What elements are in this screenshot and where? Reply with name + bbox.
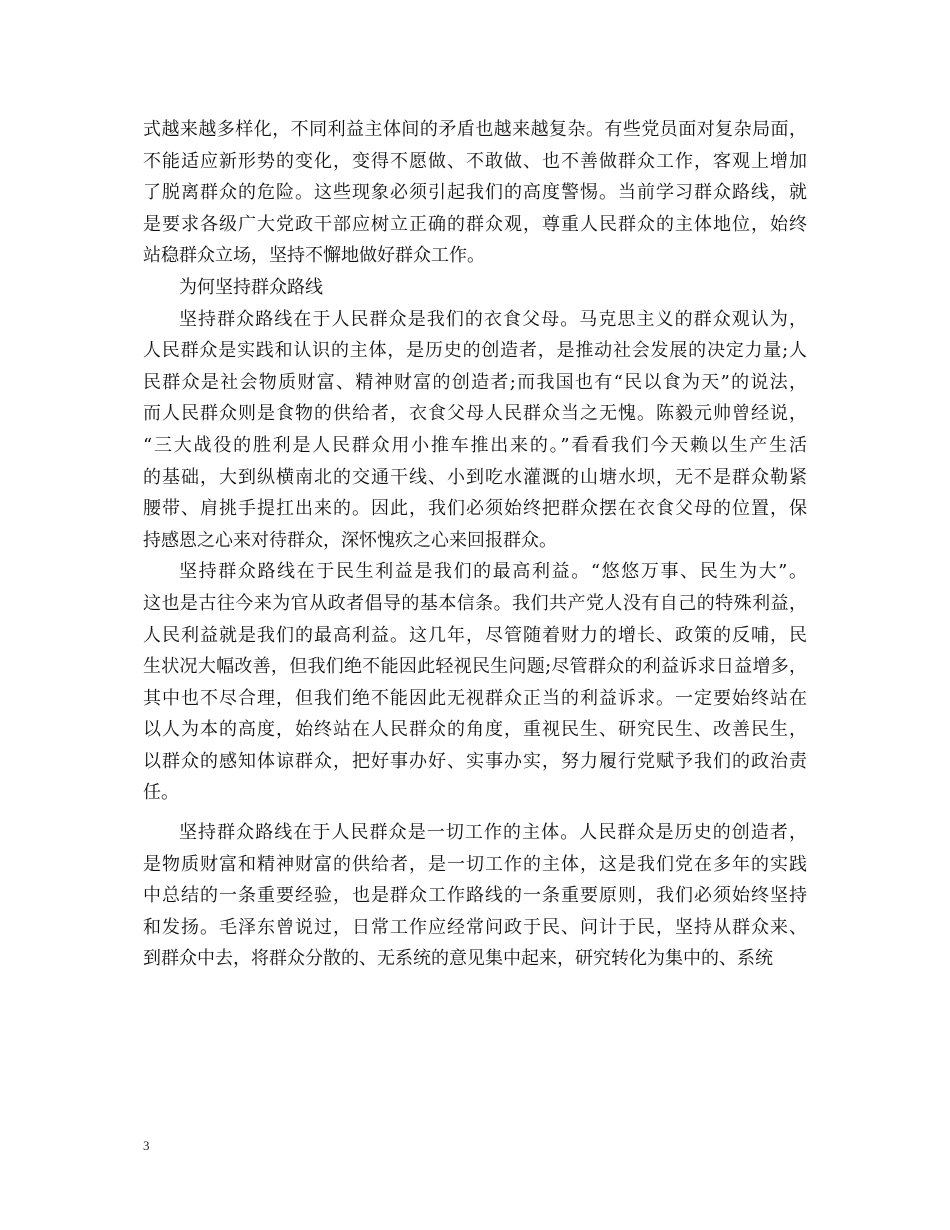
text-line: 腰带、肩挑手提扛出来的。因此，我们必须始终把群众摆在衣食父母的位置，保 xyxy=(143,498,807,520)
page-number: 3 xyxy=(143,1138,150,1153)
text-line: 是要求各级广大党政干部应树立正确的群众观，尊重人民群众的主体地位，始终 xyxy=(143,213,807,235)
text-line: 为何坚持群众路线 xyxy=(179,276,323,298)
text-line: 而人民群众则是食物的供给者，衣食父母人民群众当之无愧。陈毅元帅曾经说， xyxy=(143,403,807,425)
text-line: 任。 xyxy=(143,782,179,804)
text-line: 坚持群众路线在于人民群众是一切工作的主体。人民群众是历史的创造者， xyxy=(179,822,807,844)
text-line: 到群众中去，将群众分散的、无系统的意见集中起来，研究转化为集中的、系统 xyxy=(143,948,773,970)
text-line: 这也是古往今来为官从政者倡导的基本信条。我们共产党人没有自己的特殊利益， xyxy=(143,592,807,614)
text-line: 人民群众是实践和认识的主体，是历史的创造者，是推动社会发展的决定力量;人 xyxy=(143,340,807,362)
paragraph xyxy=(143,114,807,272)
text-line: 以人为本的高度，始终站在人民群众的角度，重视民生、研究民生、改善民生， xyxy=(143,719,807,741)
text-line: 和发扬。毛泽东曾说过，日常工作应经常问政于民、问计于民，坚持从群众来、 xyxy=(143,916,807,938)
text-line: 生状况大幅改善，但我们绝不能因此轻视民生问题;尽管群众的利益诉求日益增多， xyxy=(143,656,807,678)
paragraph xyxy=(143,304,807,557)
text-line: 的基础，大到纵横南北的交通干线、小到吃水灌溉的山塘水坝，无不是群众勒紧 xyxy=(143,466,807,488)
text-line: 以群众的感知体谅群众，把好事办好、实事办实，努力履行党赋予我们的政治责 xyxy=(143,750,807,772)
paragraph xyxy=(143,556,807,809)
text-line: 持感恩之心来对待群众，深怀愧疚之心来回报群众。 xyxy=(143,529,557,551)
text-line: 不能适应新形势的变化，变得不愿做、不敢做、也不善做群众工作，客观上增加 xyxy=(143,150,807,172)
text-line: 式越来越多样化，不同利益主体间的矛盾也越来越复杂。有些党员面对复杂局面， xyxy=(143,119,807,140)
document-body xyxy=(143,114,807,975)
text-line: 坚持群众路线在于人民群众是我们的衣食父母。马克思主义的群众观认为， xyxy=(179,308,807,330)
text-line: 坚持群众路线在于民生利益是我们的最高利益。“悠悠万事、民生为大”。 xyxy=(179,561,807,583)
text-line: 人民利益就是我们的最高利益。这几年，尽管随着财力的增长、政策的反哺，民 xyxy=(143,624,807,646)
text-line: 站稳群众立场，坚持不懈地做好群众工作。 xyxy=(143,245,485,267)
text-line: “三大战役的胜利是人民群众用小推车推出来的。”看看我们今天赖以生产生活 xyxy=(143,434,807,456)
paragraph-gap xyxy=(143,809,807,817)
text-line: 是物质财富和精神财富的供给者，是一切工作的主体，这是我们党在多年的实践 xyxy=(143,853,807,875)
text-line: 其中也不尽合理，但我们绝不能因此无视群众正当的利益诉求。一定要始终站在 xyxy=(143,687,807,709)
text-line: 了脱离群众的危险。这些现象必须引起我们的高度警惕。当前学习群众路线，就 xyxy=(143,182,807,204)
paragraph xyxy=(143,817,807,975)
text-line: 民群众是社会物质财富、精神财富的创造者;而我国也有“民以食为天”的说法， xyxy=(143,371,807,393)
paragraph xyxy=(143,272,807,304)
text-line: 中总结的一条重要经验，也是群众工作路线的一条重要原则，我们必须始终坚持 xyxy=(143,885,807,907)
